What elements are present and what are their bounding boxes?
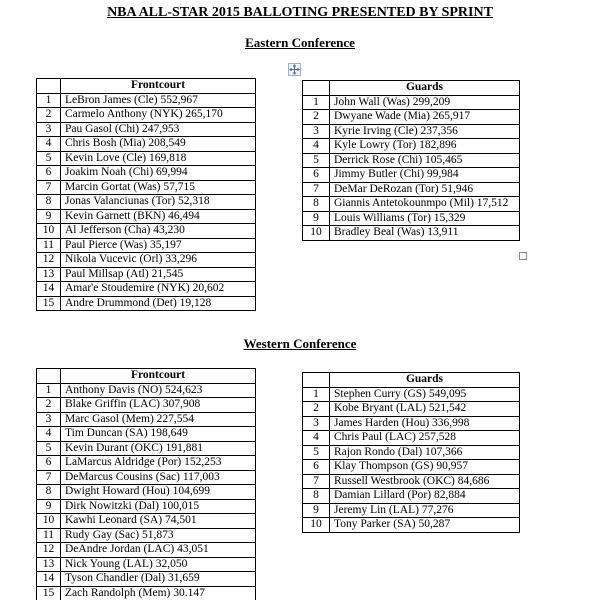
player-entry-cell: Zach Randolph (Mem) 30.147 — [61, 586, 256, 600]
table-row — [303, 124, 520, 139]
rank-cell: 15 — [37, 296, 61, 311]
document-title: NBA ALL-STAR 2015 BALLOTING PRESENTED BY SPRINT — [107, 5, 493, 20]
player-entry-cell: Tyson Chandler (Dal) 31,659 — [61, 572, 256, 587]
rank-cell: 7 — [37, 470, 61, 485]
rank-cell: 4 — [303, 431, 330, 446]
rank-cell: 1 — [303, 387, 330, 402]
western-frontcourt-table — [36, 368, 256, 600]
table-row — [37, 543, 256, 558]
player-entry-cell: Jonas Valanciunas (Tor) 52,318 — [61, 195, 256, 210]
table-row — [37, 122, 256, 137]
western-conference-heading: Western Conference — [243, 336, 357, 351]
table-row — [37, 586, 256, 600]
rank-cell: 8 — [303, 197, 330, 212]
table-row — [37, 514, 256, 529]
table-row — [303, 445, 520, 460]
table-row — [303, 110, 520, 125]
rank-cell: 3 — [37, 122, 61, 137]
player-entry-cell: James Harden (Hou) 336,998 — [330, 416, 520, 431]
rank-column-header — [303, 81, 330, 96]
player-entry-cell: Kyle Lowry (Tor) 182,896 — [330, 139, 520, 154]
rank-cell: 13 — [37, 267, 61, 282]
player-entry-cell: LaMarcus Aldridge (Por) 152,253 — [61, 456, 256, 471]
player-entry-cell: Jimmy Butler (Chi) 99,984 — [330, 168, 520, 183]
player-entry-cell: DeAndre Jordan (LAC) 43,051 — [61, 543, 256, 558]
rank-column-header — [303, 373, 330, 388]
rank-cell: 2 — [303, 402, 330, 417]
table-row — [303, 139, 520, 154]
rank-cell: 5 — [37, 441, 61, 456]
rank-cell: 3 — [303, 416, 330, 431]
table-row — [37, 93, 256, 108]
position-header: Guards — [330, 373, 520, 388]
table-row — [37, 253, 256, 268]
rank-cell: 8 — [37, 195, 61, 210]
table-row — [303, 518, 520, 533]
player-entry-cell: Dwyane Wade (Mia) 265,917 — [330, 110, 520, 125]
player-entry-cell: Chris Bosh (Mia) 208,549 — [61, 137, 256, 152]
rank-cell: 4 — [303, 139, 330, 154]
table-row — [37, 528, 256, 543]
table-row — [303, 211, 520, 226]
player-entry-cell: Kevin Garnett (BKN) 46,494 — [61, 209, 256, 224]
rank-cell: 6 — [303, 168, 330, 183]
rank-cell: 6 — [303, 460, 330, 475]
table-row — [303, 416, 520, 431]
player-entry-cell: Marc Gasol (Mem) 227,554 — [61, 412, 256, 427]
player-entry-cell: Louis Williams (Tor) 15,329 — [330, 211, 520, 226]
rank-cell: 3 — [37, 412, 61, 427]
player-entry-cell: Tim Duncan (SA) 198,649 — [61, 427, 256, 442]
table-row — [37, 441, 256, 456]
table-row — [37, 137, 256, 152]
table-row — [37, 383, 256, 398]
player-entry-cell: Stephen Curry (GS) 549,095 — [330, 387, 520, 402]
rank-cell: 10 — [37, 224, 61, 239]
table-row — [303, 503, 520, 518]
player-entry-cell: Tony Parker (SA) 50,287 — [330, 518, 520, 533]
player-entry-cell: Kyrie Irving (Cle) 237,356 — [330, 124, 520, 139]
table-row — [37, 485, 256, 500]
table-row — [37, 398, 256, 413]
player-entry-cell: Chris Paul (LAC) 257,528 — [330, 431, 520, 446]
table-header-row — [303, 81, 520, 96]
table-row — [37, 282, 256, 297]
player-entry-cell: DeMar DeRozan (Tor) 51,946 — [330, 182, 520, 197]
table-row — [303, 489, 520, 504]
table-resize-handle[interactable] — [519, 252, 527, 260]
position-header: Frontcourt — [61, 369, 256, 384]
player-entry-cell: Al Jefferson (Cha) 43,230 — [61, 224, 256, 239]
table-row — [303, 168, 520, 183]
player-entry-cell: Pau Gasol (Chi) 247,953 — [61, 122, 256, 137]
rank-cell: 2 — [37, 398, 61, 413]
player-entry-cell: Jeremy Lin (LAL) 77,276 — [330, 503, 520, 518]
table-row — [37, 180, 256, 195]
player-entry-cell: Paul Pierce (Was) 35,197 — [61, 238, 256, 253]
player-entry-cell: Bradley Beal (Was) 13,911 — [330, 226, 520, 241]
rank-cell: 8 — [303, 489, 330, 504]
player-entry-cell: Rajon Rondo (Dal) 107,366 — [330, 445, 520, 460]
table-row — [37, 238, 256, 253]
rank-cell: 6 — [37, 456, 61, 471]
rank-cell: 5 — [303, 445, 330, 460]
rank-cell: 10 — [303, 226, 330, 241]
player-entry-cell: DeMarcus Cousins (Sac) 117,003 — [61, 470, 256, 485]
table-row — [37, 499, 256, 514]
player-entry-cell: LeBron James (Cle) 552,967 — [61, 93, 256, 108]
table-row — [37, 151, 256, 166]
table-row — [303, 387, 520, 402]
player-entry-cell: Derrick Rose (Chi) 105,465 — [330, 153, 520, 168]
player-entry-cell: Damian Lillard (Por) 82,884 — [330, 489, 520, 504]
player-entry-cell: Kevin Durant (OKC) 191,881 — [61, 441, 256, 456]
rank-cell: 13 — [37, 557, 61, 572]
table-row — [37, 166, 256, 181]
rank-cell: 10 — [37, 514, 61, 529]
table-row — [37, 427, 256, 442]
player-entry-cell: Kobe Bryant (LAL) 521,542 — [330, 402, 520, 417]
table-row — [37, 456, 256, 471]
rank-cell: 11 — [37, 528, 61, 543]
rank-cell: 9 — [37, 499, 61, 514]
rank-cell: 9 — [303, 503, 330, 518]
rank-cell: 14 — [37, 572, 61, 587]
table-row — [303, 153, 520, 168]
table-row — [303, 402, 520, 417]
rank-cell: 3 — [303, 124, 330, 139]
rank-cell: 5 — [303, 153, 330, 168]
rank-cell: 7 — [303, 474, 330, 489]
rank-cell: 9 — [303, 211, 330, 226]
rank-cell: 5 — [37, 151, 61, 166]
player-entry-cell: Dwight Howard (Hou) 104,699 — [61, 485, 256, 500]
position-header: Guards — [330, 81, 520, 96]
table-row — [37, 470, 256, 485]
player-entry-cell: Klay Thompson (GS) 90,957 — [330, 460, 520, 475]
table-row — [303, 474, 520, 489]
player-entry-cell: Russell Westbrook (OKC) 84,686 — [330, 474, 520, 489]
table-row — [303, 431, 520, 446]
position-header: Frontcourt — [61, 79, 256, 94]
table-row — [37, 267, 256, 282]
table-move-handle-icon[interactable] — [288, 63, 301, 76]
player-entry-cell: Paul Millsap (Atl) 21,545 — [61, 267, 256, 282]
player-entry-cell: Nick Young (LAL) 32,050 — [61, 557, 256, 572]
table-row — [37, 108, 256, 123]
table-row — [303, 226, 520, 241]
player-entry-cell: Marcin Gortat (Was) 57,715 — [61, 180, 256, 195]
player-entry-cell: Amar'e Stoudemire (NYK) 20,602 — [61, 282, 256, 297]
rank-cell: 4 — [37, 137, 61, 152]
rank-cell: 1 — [37, 383, 61, 398]
rank-cell: 7 — [303, 182, 330, 197]
table-row — [303, 182, 520, 197]
rank-cell: 12 — [37, 253, 61, 268]
rank-cell: 2 — [303, 110, 330, 125]
table-row — [303, 95, 520, 110]
player-entry-cell: Rudy Gay (Sac) 51,873 — [61, 528, 256, 543]
player-entry-cell: Dirk Nowitzki (Dal) 100,015 — [61, 499, 256, 514]
player-entry-cell: Joakim Noah (Chi) 69,994 — [61, 166, 256, 181]
player-entry-cell: Nikola Vucevic (Orl) 33,296 — [61, 253, 256, 268]
table-row — [303, 197, 520, 212]
rank-cell: 1 — [303, 95, 330, 110]
table-header-row — [37, 369, 256, 384]
rank-cell: 10 — [303, 518, 330, 533]
table-row — [37, 209, 256, 224]
rank-cell: 11 — [37, 238, 61, 253]
rank-cell: 9 — [37, 209, 61, 224]
table-row — [37, 195, 256, 210]
table-row — [37, 224, 256, 239]
table-row — [37, 572, 256, 587]
rank-cell: 6 — [37, 166, 61, 181]
player-entry-cell: Giannis Antetokounmpo (Mil) 17,512 — [330, 197, 520, 212]
player-entry-cell: Kawhi Leonard (SA) 74,501 — [61, 514, 256, 529]
player-entry-cell: Andre Drummond (Det) 19,128 — [61, 296, 256, 311]
rank-column-header — [37, 79, 61, 94]
player-entry-cell: Anthony Davis (NO) 524,623 — [61, 383, 256, 398]
table-row — [37, 412, 256, 427]
rank-column-header — [37, 369, 61, 384]
rank-cell: 14 — [37, 282, 61, 297]
player-entry-cell: John Wall (Was) 299,209 — [330, 95, 520, 110]
western-guards-table — [302, 372, 520, 533]
rank-cell: 2 — [37, 108, 61, 123]
rank-cell: 12 — [37, 543, 61, 558]
table-header-row — [303, 373, 520, 388]
rank-cell: 15 — [37, 586, 61, 600]
eastern-conference-heading: Eastern Conference — [245, 35, 355, 50]
rank-cell: 8 — [37, 485, 61, 500]
rank-cell: 7 — [37, 180, 61, 195]
table-row — [37, 557, 256, 572]
eastern-frontcourt-table — [36, 78, 256, 311]
player-entry-cell: Kevin Love (Cle) 169,818 — [61, 151, 256, 166]
rank-cell: 4 — [37, 427, 61, 442]
eastern-guards-table — [302, 80, 520, 241]
table-row — [303, 460, 520, 475]
table-header-row — [37, 79, 256, 94]
player-entry-cell: Blake Griffin (LAC) 307,908 — [61, 398, 256, 413]
rank-cell: 1 — [37, 93, 61, 108]
table-row — [37, 296, 256, 311]
player-entry-cell: Carmelo Anthony (NYK) 265,170 — [61, 108, 256, 123]
